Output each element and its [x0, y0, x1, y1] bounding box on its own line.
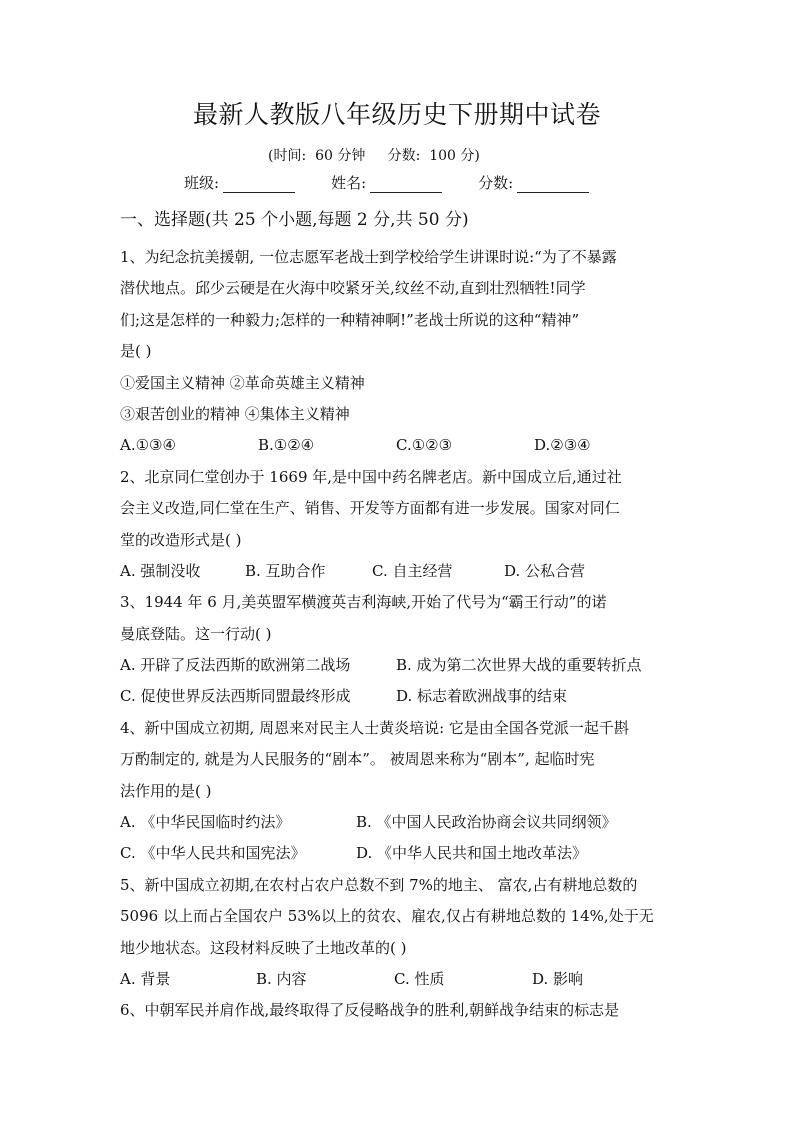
option-a[interactable]: A. 强制没收: [120, 561, 201, 580]
question-6: [120, 997, 680, 1028]
question-text-line: 万酌制定的, 就是为人民服务的“剧本”。 被周恩来称为“剧本”, 起临时宪: [120, 750, 595, 769]
answer-options-row-1: [120, 652, 680, 683]
question-2: [120, 464, 680, 590]
answer-options: [120, 558, 680, 589]
option-d[interactable]: D. 影响: [532, 969, 584, 988]
question-3: [120, 589, 680, 715]
option-a[interactable]: A.①③④: [120, 436, 176, 455]
answer-options-row-1: [120, 809, 680, 840]
question-text-line: 法作用的是( ): [120, 781, 212, 800]
option-b[interactable]: B. 内容: [256, 969, 307, 988]
option-d[interactable]: D. 《中华人民共和国土地改革法》: [356, 844, 588, 863]
option-b[interactable]: B. 成为第二次世界大战的重要转折点: [396, 656, 642, 675]
option-a[interactable]: A. 背景: [120, 969, 171, 988]
answer-options-row-2: [120, 840, 680, 871]
option-b[interactable]: B. 《中国人民政治协商会议共同纲领》: [356, 813, 617, 832]
page-title: 最新人教版八年级历史下册期中试卷: [192, 100, 601, 129]
statement-line: ①爱国主义精神 ②革命英雄主义精神: [120, 373, 365, 392]
question-text-line: 3、1944 年 6 月,美英盟军横渡英吉利海峡,开始了代号为“霸王行动”的诺: [120, 593, 607, 612]
option-a[interactable]: A. 《中华民国临时约法》: [120, 813, 291, 832]
name-blank[interactable]: [370, 174, 442, 193]
question-text-line: 潜伏地点。邱少云硬是在火海中咬紧牙关,纹丝不动,直到壮烈牺牲!同学: [120, 279, 586, 298]
question-list: [120, 244, 680, 1029]
question-text-line: 1、为纪念抗美援朝, 一位志愿军老战士到学校给学生讲课时说:“为了不暴露: [120, 248, 617, 266]
option-c[interactable]: C. 促使世界反法西斯同盟最终形成: [120, 687, 351, 706]
question-text-line: 是( ): [120, 342, 152, 361]
name-field: [331, 172, 442, 193]
name-label: 姓名:: [331, 174, 367, 192]
option-c[interactable]: C. 《中华人民共和国宪法》: [120, 844, 306, 863]
class-field: [184, 172, 295, 193]
question-text-line: 6、中朝军民并肩作战,最终取得了反侵略战争的胜利,朝鲜战争结束的标志是: [120, 1001, 620, 1020]
option-a[interactable]: A. 开辟了反法西斯的欧洲第二战场: [120, 656, 351, 675]
score-field: [478, 172, 589, 193]
student-info-fields: [184, 172, 589, 193]
question-text-line: 会主义改造,同仁堂在生产、销售、开发等方面都有进一步发展。国家对同仁: [120, 499, 620, 518]
option-d[interactable]: D.②③④: [534, 436, 591, 455]
option-c[interactable]: C. 自主经营: [372, 561, 453, 580]
statement-line: ③艰苦创业的精神 ④集体主义精神: [120, 404, 350, 423]
option-d[interactable]: D. 公私合营: [504, 561, 586, 580]
option-c[interactable]: C. 性质: [394, 969, 445, 988]
question-text-line: 们;这是怎样的一种毅力;怎样的一种精神啊!”老战士所说的这种“精神”: [120, 310, 580, 329]
question-5: [120, 872, 680, 998]
question-text-line: 曼底登陆。这一行动( ): [120, 624, 272, 643]
section-heading: 一、选择题(共 25 个小题,每题 2 分,共 50 分): [120, 210, 469, 230]
question-4: [120, 715, 680, 872]
answer-options-row-2: [120, 683, 680, 714]
question-text-line: 4、新中国成立初期, 周恩来对民主人士黄炎培说: 它是由全国各党派一起千斟: [120, 718, 629, 737]
answer-options: [120, 966, 680, 997]
class-blank[interactable]: [223, 174, 295, 193]
question-1: [120, 244, 680, 464]
option-b[interactable]: B.①②④: [258, 436, 315, 455]
option-c[interactable]: C.①②③: [396, 436, 453, 455]
option-b[interactable]: B. 互助合作: [245, 561, 326, 580]
question-text-line: 2、北京同仁堂创办于 1669 年,是中国中药名牌老店。新中国成立后,通过社: [120, 467, 622, 486]
question-text-line: 地少地状态。这段材料反映了土地改革的( ): [120, 938, 407, 957]
time-score-info: (时间: 60 分钟 分数: 100 分): [268, 148, 480, 164]
answer-options: [120, 432, 680, 463]
question-text-line: 堂的改造形式是( ): [120, 530, 242, 549]
score-label: 分数:: [478, 174, 514, 192]
score-blank[interactable]: [517, 174, 589, 193]
option-d[interactable]: D. 标志着欧洲战事的结束: [396, 687, 568, 706]
class-label: 班级:: [184, 174, 220, 192]
question-text-line: 5096 以上而占全国农户 53%以上的贫农、雇农,仅占有耕地总数的 14%,处于无: [120, 907, 654, 926]
question-text-line: 5、新中国成立初期,在农村占农户总数不到 7%的地主、 富农,占有耕地总数的: [120, 875, 638, 894]
